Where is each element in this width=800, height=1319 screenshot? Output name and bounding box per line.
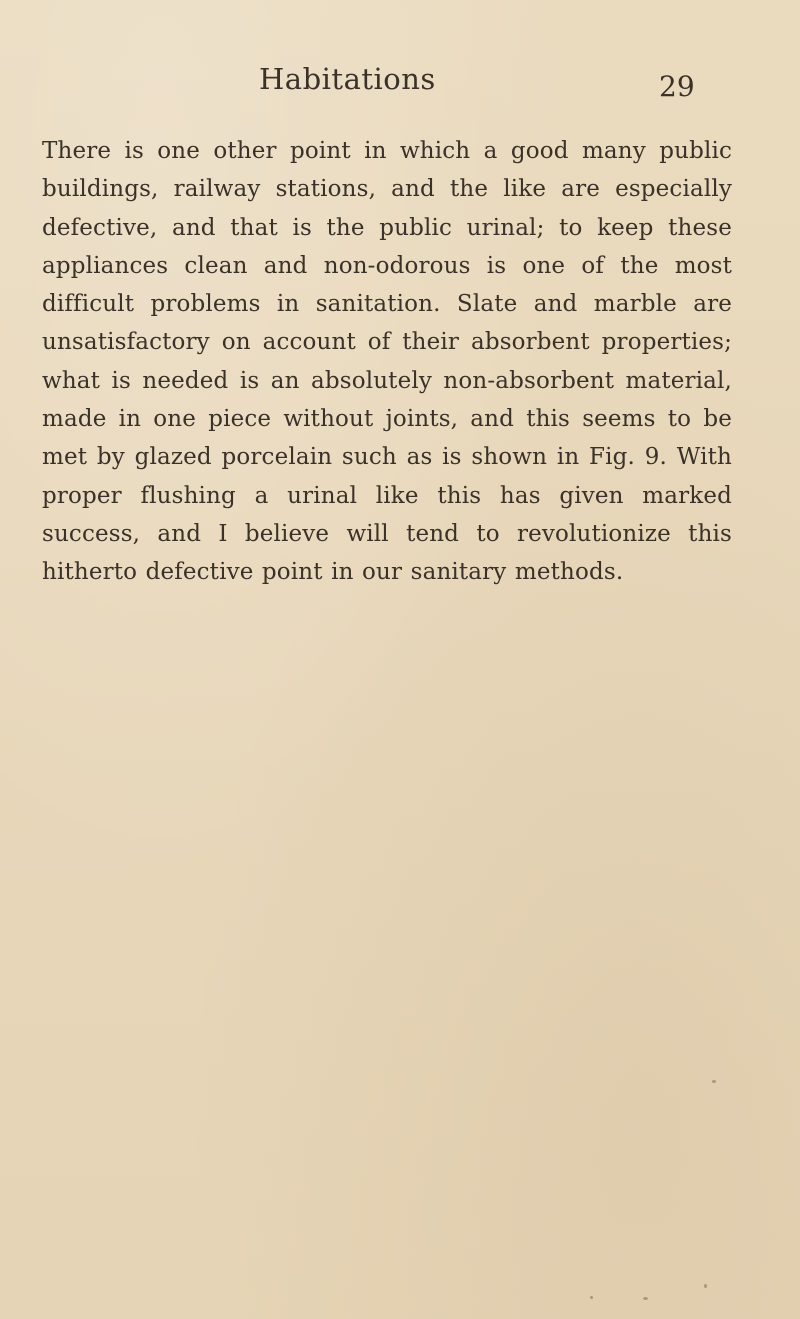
paper-speck xyxy=(712,1080,716,1083)
paper-speck xyxy=(704,1284,707,1288)
paper-speck xyxy=(590,1296,593,1299)
body-paragraph: There is one other point in which a good many public buildings, railway stations, and the like are especially defective, and that is the public urinal; to keep these appliances clean and non-odorous is one of the most difficult problems in sanitation. Slate and marble are unsatisfactory on account of their absorbent properties; what is needed is an absolutely non-absorbent material, made in one piece without joints, and this seems to be met by glazed porcelain such as is shown in Fig. 9. With proper flushing a urinal like this has given marked success, and I believe will tend to revolutionize this hitherto defective point in our sanitary methods. xyxy=(42,138,732,586)
running-head: Habitations xyxy=(259,62,436,96)
page-header xyxy=(0,62,800,102)
page-number: 29 xyxy=(659,70,695,103)
paper-speck xyxy=(643,1297,648,1300)
